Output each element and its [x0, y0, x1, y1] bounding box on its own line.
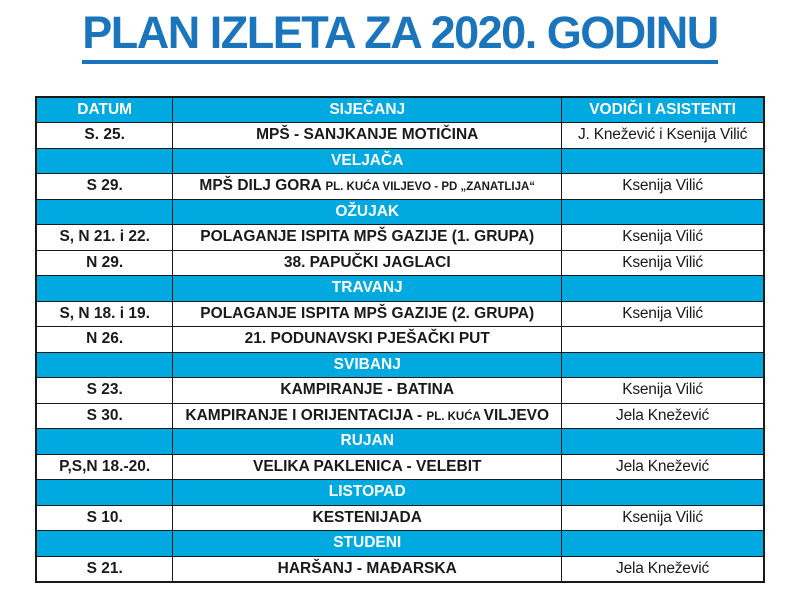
- event-cell: [173, 327, 562, 353]
- month-label-cell: SVIBANJ: [173, 352, 562, 378]
- event-row: [36, 378, 764, 404]
- month-empty-cell: [562, 199, 764, 225]
- guide-cell: Ksenija Vilić: [562, 378, 764, 404]
- event-cell: [173, 454, 562, 480]
- month-label-cell: RUJAN: [173, 429, 562, 455]
- event-text: HARŠANJ - MAĐARSKA: [277, 559, 457, 577]
- month-divider-row: [36, 199, 764, 225]
- event-text-small: PL. KUĆA: [426, 410, 484, 423]
- event-cell: [173, 378, 562, 404]
- guide-cell: Ksenija Vilić: [562, 301, 764, 327]
- month-empty-cell: [562, 531, 764, 557]
- event-text: POLAGANJE ISPITA MPŠ GAZIJE (2. GRUPA): [200, 304, 535, 322]
- header-guides: VODIČI I ASISTENTI: [562, 97, 764, 123]
- month-empty-cell: [562, 429, 764, 455]
- month-divider-row: [36, 429, 764, 455]
- datum-cell: S, N 21. i 22.: [36, 225, 173, 251]
- month-empty-cell: [562, 352, 764, 378]
- event-row: [36, 174, 764, 200]
- event-row: [36, 556, 764, 582]
- datum-cell: S 29.: [36, 174, 173, 200]
- datum-cell: S 23.: [36, 378, 173, 404]
- schedule-table-body: [36, 123, 764, 582]
- event-text: KAMPIRANJE - BATINA: [280, 381, 455, 399]
- month-divider-row: [36, 276, 764, 302]
- month-empty-cell: [36, 148, 173, 174]
- month-empty-cell: [36, 531, 173, 557]
- guide-cell: Ksenija Vilić: [562, 174, 764, 200]
- event-row: [36, 327, 764, 353]
- month-empty-cell: [36, 276, 173, 302]
- event-cell: [173, 403, 562, 429]
- guide-cell: Jela Knežević: [562, 454, 764, 480]
- event-text: POLAGANJE ISPITA MPŠ GAZIJE (1. GRUPA): [200, 228, 535, 246]
- datum-cell: P,S,N 18.-20.: [36, 454, 173, 480]
- month-label-cell: STUDENI: [173, 531, 562, 557]
- month-empty-cell: [562, 480, 764, 506]
- event-row: [36, 403, 764, 429]
- event-row: [36, 505, 764, 531]
- month-divider-row: [36, 352, 764, 378]
- month-divider-row: [36, 148, 764, 174]
- header-month-sijecanj: SIJEČANJ: [173, 97, 562, 123]
- guide-cell: Jela Knežević: [562, 556, 764, 582]
- guide-cell: [562, 327, 764, 353]
- event-cell: [173, 174, 562, 200]
- event-row: [36, 301, 764, 327]
- event-text: MPŠ DILJ GORA: [199, 177, 326, 195]
- month-empty-cell: [36, 199, 173, 225]
- event-row: [36, 454, 764, 480]
- event-cell: [173, 301, 562, 327]
- month-label-cell: OŽUJAK: [173, 199, 562, 225]
- month-divider-row: [36, 480, 764, 506]
- event-cell: [173, 123, 562, 149]
- header-datum: DATUM: [36, 97, 173, 123]
- datum-cell: S 30.: [36, 403, 173, 429]
- month-empty-cell: [36, 429, 173, 455]
- datum-cell: S, N 18. i 19.: [36, 301, 173, 327]
- datum-cell: S 10.: [36, 505, 173, 531]
- page-title: PLAN IZLETA ZA 2020. GODINU: [82, 10, 717, 64]
- event-text: 21. PODUNAVSKI PJEŠAČKI PUT: [244, 330, 490, 348]
- event-text: 38. PAPUČKI JAGLACI: [283, 253, 451, 271]
- event-text-small: PL. KUĆA VILJEVO - PD „ZANATLIJA“: [325, 181, 536, 194]
- event-cell: [173, 225, 562, 251]
- event-cell: [173, 505, 562, 531]
- guide-cell: Ksenija Vilić: [562, 225, 764, 251]
- month-empty-cell: [562, 276, 764, 302]
- event-row: [36, 225, 764, 251]
- month-empty-cell: [562, 148, 764, 174]
- month-label-cell: VELJAČA: [173, 148, 562, 174]
- event-cell: [173, 250, 562, 276]
- datum-cell: N 29.: [36, 250, 173, 276]
- guide-cell: Jela Knežević: [562, 403, 764, 429]
- month-label-cell: TRAVANJ: [173, 276, 562, 302]
- table-header-row: [36, 97, 764, 123]
- trip-schedule-table: [35, 96, 765, 583]
- datum-cell: N 26.: [36, 327, 173, 353]
- title-section: [0, 0, 800, 96]
- month-divider-row: [36, 531, 764, 557]
- month-empty-cell: [36, 480, 173, 506]
- month-label-cell: LISTOPAD: [173, 480, 562, 506]
- datum-cell: S. 25.: [36, 123, 173, 149]
- event-text-tail: VILJEVO: [483, 406, 550, 424]
- event-text: VELIKA PAKLENICA - VELEBIT: [252, 457, 482, 475]
- event-row: [36, 123, 764, 149]
- event-row: [36, 250, 764, 276]
- datum-cell: S 21.: [36, 556, 173, 582]
- event-cell: [173, 556, 562, 582]
- event-text: KAMPIRANJE I ORIJENTACIJA -: [185, 406, 427, 424]
- guide-cell: J. Knežević i Ksenija Vilić: [562, 123, 764, 149]
- event-text: KESTENIJADA: [312, 508, 422, 526]
- event-text: MPŠ - SANJKANJE MOTIČINA: [256, 126, 479, 144]
- guide-cell: Ksenija Vilić: [562, 505, 764, 531]
- guide-cell: Ksenija Vilić: [562, 250, 764, 276]
- month-empty-cell: [36, 352, 173, 378]
